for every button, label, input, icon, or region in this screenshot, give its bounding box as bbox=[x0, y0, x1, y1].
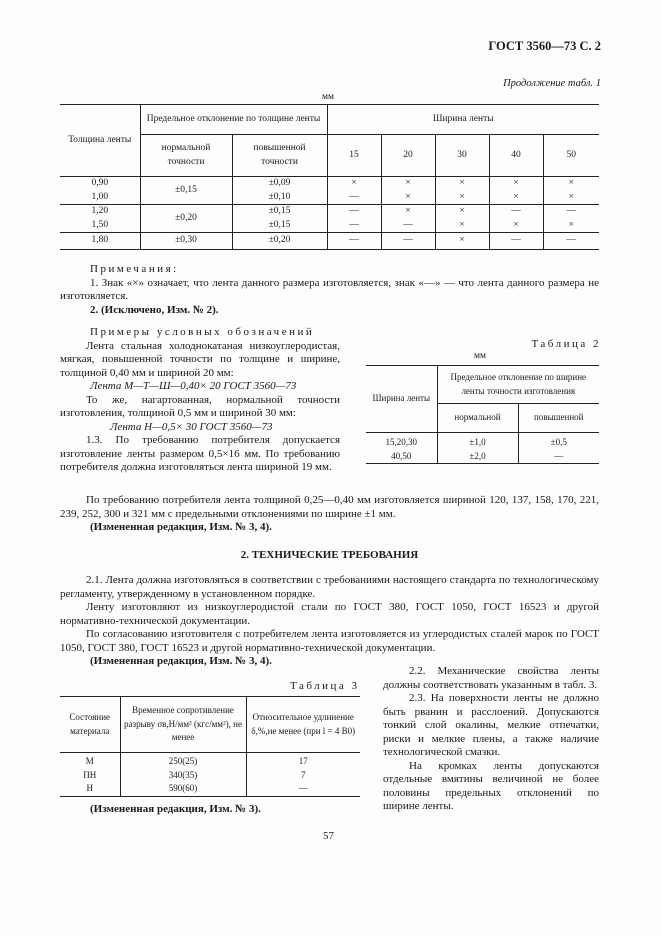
t1-normal: ±0,20 bbox=[140, 205, 232, 233]
t3-elongation: — bbox=[246, 782, 360, 796]
t1-mark: × bbox=[459, 191, 465, 202]
table-row bbox=[60, 782, 360, 796]
t3-strength: 340(35) bbox=[120, 769, 246, 783]
table-row bbox=[366, 450, 599, 464]
t3-head-state: Состояние материала bbox=[69, 712, 111, 736]
t2-width: 15,20,30 bbox=[385, 437, 417, 447]
t2-normal: ±1,0 bbox=[437, 433, 518, 450]
t2-normal: ±2,0 bbox=[437, 450, 518, 464]
table-2 bbox=[366, 365, 599, 464]
table3-title: Таблица 3 bbox=[290, 680, 360, 692]
table2-unit: мм bbox=[474, 351, 487, 361]
t1-mark: — bbox=[511, 206, 521, 216]
t1-mark: × bbox=[459, 178, 465, 188]
t1-thickness: 1,20 bbox=[91, 206, 109, 216]
example-2-text: То же, нагартованная, нормальной точности изготовления, толщиной 0,5 мм и шириной 30 мм: bbox=[60, 393, 340, 419]
table-row bbox=[60, 769, 360, 783]
t1-normal: ±0,30 bbox=[140, 233, 232, 250]
table-row bbox=[60, 233, 599, 250]
t3-elongation: 7 bbox=[246, 769, 360, 783]
revision-note-1: Измененная редакция, Изм. № 3, 4). bbox=[93, 521, 272, 533]
t1-mark: × bbox=[459, 219, 465, 230]
t1-head-w20: 20 bbox=[381, 135, 435, 177]
t2-head-high: повышенной bbox=[518, 404, 599, 433]
t1-head-w30: 30 bbox=[435, 135, 489, 177]
t1-mark: × bbox=[405, 178, 411, 188]
t1-head-normal: нормальной точности bbox=[140, 135, 232, 177]
table-row bbox=[60, 177, 599, 205]
t3-head-strength: Временное сопротивление разрыву σв,Н/мм² (кгс/мм²), не менее bbox=[120, 697, 246, 753]
t3-elongation: 17 bbox=[246, 753, 360, 769]
table-row bbox=[60, 205, 599, 233]
standard-header: ГОСТ 3560—73 С. 2 bbox=[488, 39, 601, 53]
example-1-text: Лента стальная холоднокатаная низкоуглеродистая, мягкая, повышенной точности по толщине и ширине, толщиной 0,40 мм и шириной 20 мм: bbox=[60, 339, 340, 379]
clause-2-2: 2.2. Механические свойства ленты должны соответствовать указанным в табл. 3. bbox=[383, 665, 599, 691]
t1-mark: — bbox=[543, 233, 599, 250]
t1-mark: × bbox=[405, 206, 411, 216]
t1-mark: — bbox=[566, 206, 576, 216]
t1-high: ±0,09 bbox=[268, 178, 291, 188]
table1-unit: мм bbox=[322, 92, 335, 102]
t1-mark: × bbox=[513, 178, 519, 188]
t3-strength: 590(60) bbox=[120, 782, 246, 796]
t1-head-w50: 50 bbox=[543, 135, 599, 177]
t1-mark: — bbox=[381, 233, 435, 250]
page-number: 57 bbox=[323, 830, 334, 842]
t3-state: Н bbox=[86, 783, 93, 793]
t3-state: ПН bbox=[83, 769, 97, 780]
t1-head-thickness: Толщина ленты bbox=[60, 105, 140, 177]
t2-head-width: Ширина ленты bbox=[366, 366, 437, 433]
t1-high: ±0,15 bbox=[268, 219, 291, 230]
section-2-right bbox=[383, 665, 599, 814]
t1-head-w15: 15 bbox=[327, 135, 381, 177]
note-2: 2. (Исключено, Изм. № 2). bbox=[90, 303, 219, 316]
t1-thickness: 1,00 bbox=[91, 191, 109, 202]
t1-normal: ±0,15 bbox=[140, 177, 232, 205]
t3-head-elongation: Относительное удлинение δ,%,не менее (при l = 4 B0) bbox=[246, 697, 360, 753]
example-1-formula: Лента М—Т—Ш—0,40× 20 ГОСТ 3560—73 bbox=[90, 380, 297, 392]
clause-2-1: 2.1. Лента должна изготовляться в соответствии с требованиями настоящего стандарта по технологическому регламенту, утвержденному в установленном порядке. bbox=[60, 574, 599, 600]
table-row bbox=[60, 753, 360, 769]
t1-high: ±0,15 bbox=[268, 206, 291, 216]
note-1: 1. Знак «×» означает, что лента данного размера изготовляется, знак «—» — что лента данного размера не изготовляется. bbox=[60, 276, 599, 302]
t1-head-width: Ширина ленты bbox=[327, 105, 599, 135]
t1-high: ±0,20 bbox=[232, 233, 327, 250]
t1-mark: — bbox=[489, 233, 543, 250]
t1-mark: × bbox=[435, 233, 489, 250]
section-2-body bbox=[60, 574, 599, 669]
t1-mark: — bbox=[403, 219, 413, 230]
t1-mark: × bbox=[568, 191, 574, 202]
t1-mark: × bbox=[568, 178, 574, 188]
clause-2-1-steel: Ленту изготовляют из низкоуглеродистой стали по ГОСТ 380, ГОСТ 1050, ГОСТ 16523 и другой нормативно-технической документации. bbox=[60, 601, 599, 627]
t1-high: ±0,10 bbox=[268, 191, 291, 202]
t1-mark: — bbox=[327, 233, 381, 250]
examples bbox=[60, 326, 340, 475]
table-continuation-label: Продолжение табл. 1 bbox=[503, 78, 601, 89]
t1-head-high: повышенной точности bbox=[232, 135, 327, 177]
examples-heading: Примеры условных обозначений bbox=[90, 326, 315, 338]
clause-2-3: 2.3. На поверхности ленты не должно быть рванин и расслоений. Допускаются тонкий слой окалины, мелкие отпечатки, риски и мелкие плены, а также наличие технологической смазки. bbox=[383, 692, 599, 758]
t1-mark: × bbox=[513, 219, 519, 230]
t1-mark: × bbox=[459, 206, 465, 216]
t1-thickness: 1,80 bbox=[91, 235, 109, 246]
t1-mark: × bbox=[513, 191, 519, 202]
clause-1-3: 1.3. По требованию потребителя допускается изготовление ленты размером 0,5×16 мм. По требованию потребителя должна изготовляться лента шириной 19 мм. bbox=[60, 434, 340, 473]
t1-head-deviation: Предельное отклонение по толщине ленты bbox=[140, 105, 327, 135]
t1-head-w40: 40 bbox=[489, 135, 543, 177]
t3-state: М bbox=[85, 756, 94, 766]
notes bbox=[60, 263, 599, 317]
t1-mark: × bbox=[351, 178, 357, 188]
t1-mark: × bbox=[405, 191, 411, 202]
clause-2-3-edges: На кромках ленты допускаются отдельные вмятины величиной не более половины предельных отклонений по ширине ленты. bbox=[383, 759, 599, 812]
t2-high: — bbox=[518, 450, 599, 464]
t1-thickness: 0,90 bbox=[91, 178, 109, 188]
clause-1-3-width: По требованию потребителя лента толщиной 0,25—0,40 мм изготовляется шириной 120, 137, 158, 170, 221, 239, 252, 300 и 321 мм с предельными отклонениями по ширине ±1 мм. bbox=[60, 494, 599, 520]
table-3 bbox=[60, 696, 360, 797]
t1-mark: — bbox=[349, 219, 359, 230]
t1-mark: — bbox=[349, 206, 359, 216]
revision-bracket: ( bbox=[90, 521, 94, 533]
table-1 bbox=[60, 104, 599, 250]
section-2-heading: 2. ТЕХНИЧЕСКИЕ ТРЕБОВАНИЯ bbox=[240, 549, 419, 561]
t1-mark: × bbox=[568, 219, 574, 230]
clause-2-1-agreement: По согласованию изготовителя с потребителем лента изготовляется из углеродистых сталей марок по ГОСТ 1050, ГОСТ 380, ГОСТ 16523 и другой нормативно-технической документации. bbox=[60, 628, 599, 654]
t1-mark: — bbox=[349, 191, 359, 202]
t1-thickness: 1,50 bbox=[91, 219, 109, 230]
t2-width: 40,50 bbox=[391, 450, 412, 461]
table-row bbox=[366, 433, 599, 450]
t2-high: ±0,5 bbox=[518, 433, 599, 450]
notes-heading: Примечания: bbox=[90, 263, 179, 275]
revision-note-3: (Измененная редакция, Изм. № 3). bbox=[90, 803, 261, 815]
table2-title: Таблица 2 bbox=[531, 338, 601, 350]
revision-note-2: (Измененная редакция, Изм. № 3, 4). bbox=[90, 655, 272, 667]
t3-strength: 250(25) bbox=[120, 753, 246, 769]
example-2-formula: Лента Н—0,5× 30 ГОСТ 3560—73 bbox=[110, 420, 273, 433]
t2-head-normal: нормальной bbox=[437, 404, 518, 433]
t2-head-deviation: Предельное отклонение по ширине ленты точности изготовления bbox=[437, 366, 599, 404]
